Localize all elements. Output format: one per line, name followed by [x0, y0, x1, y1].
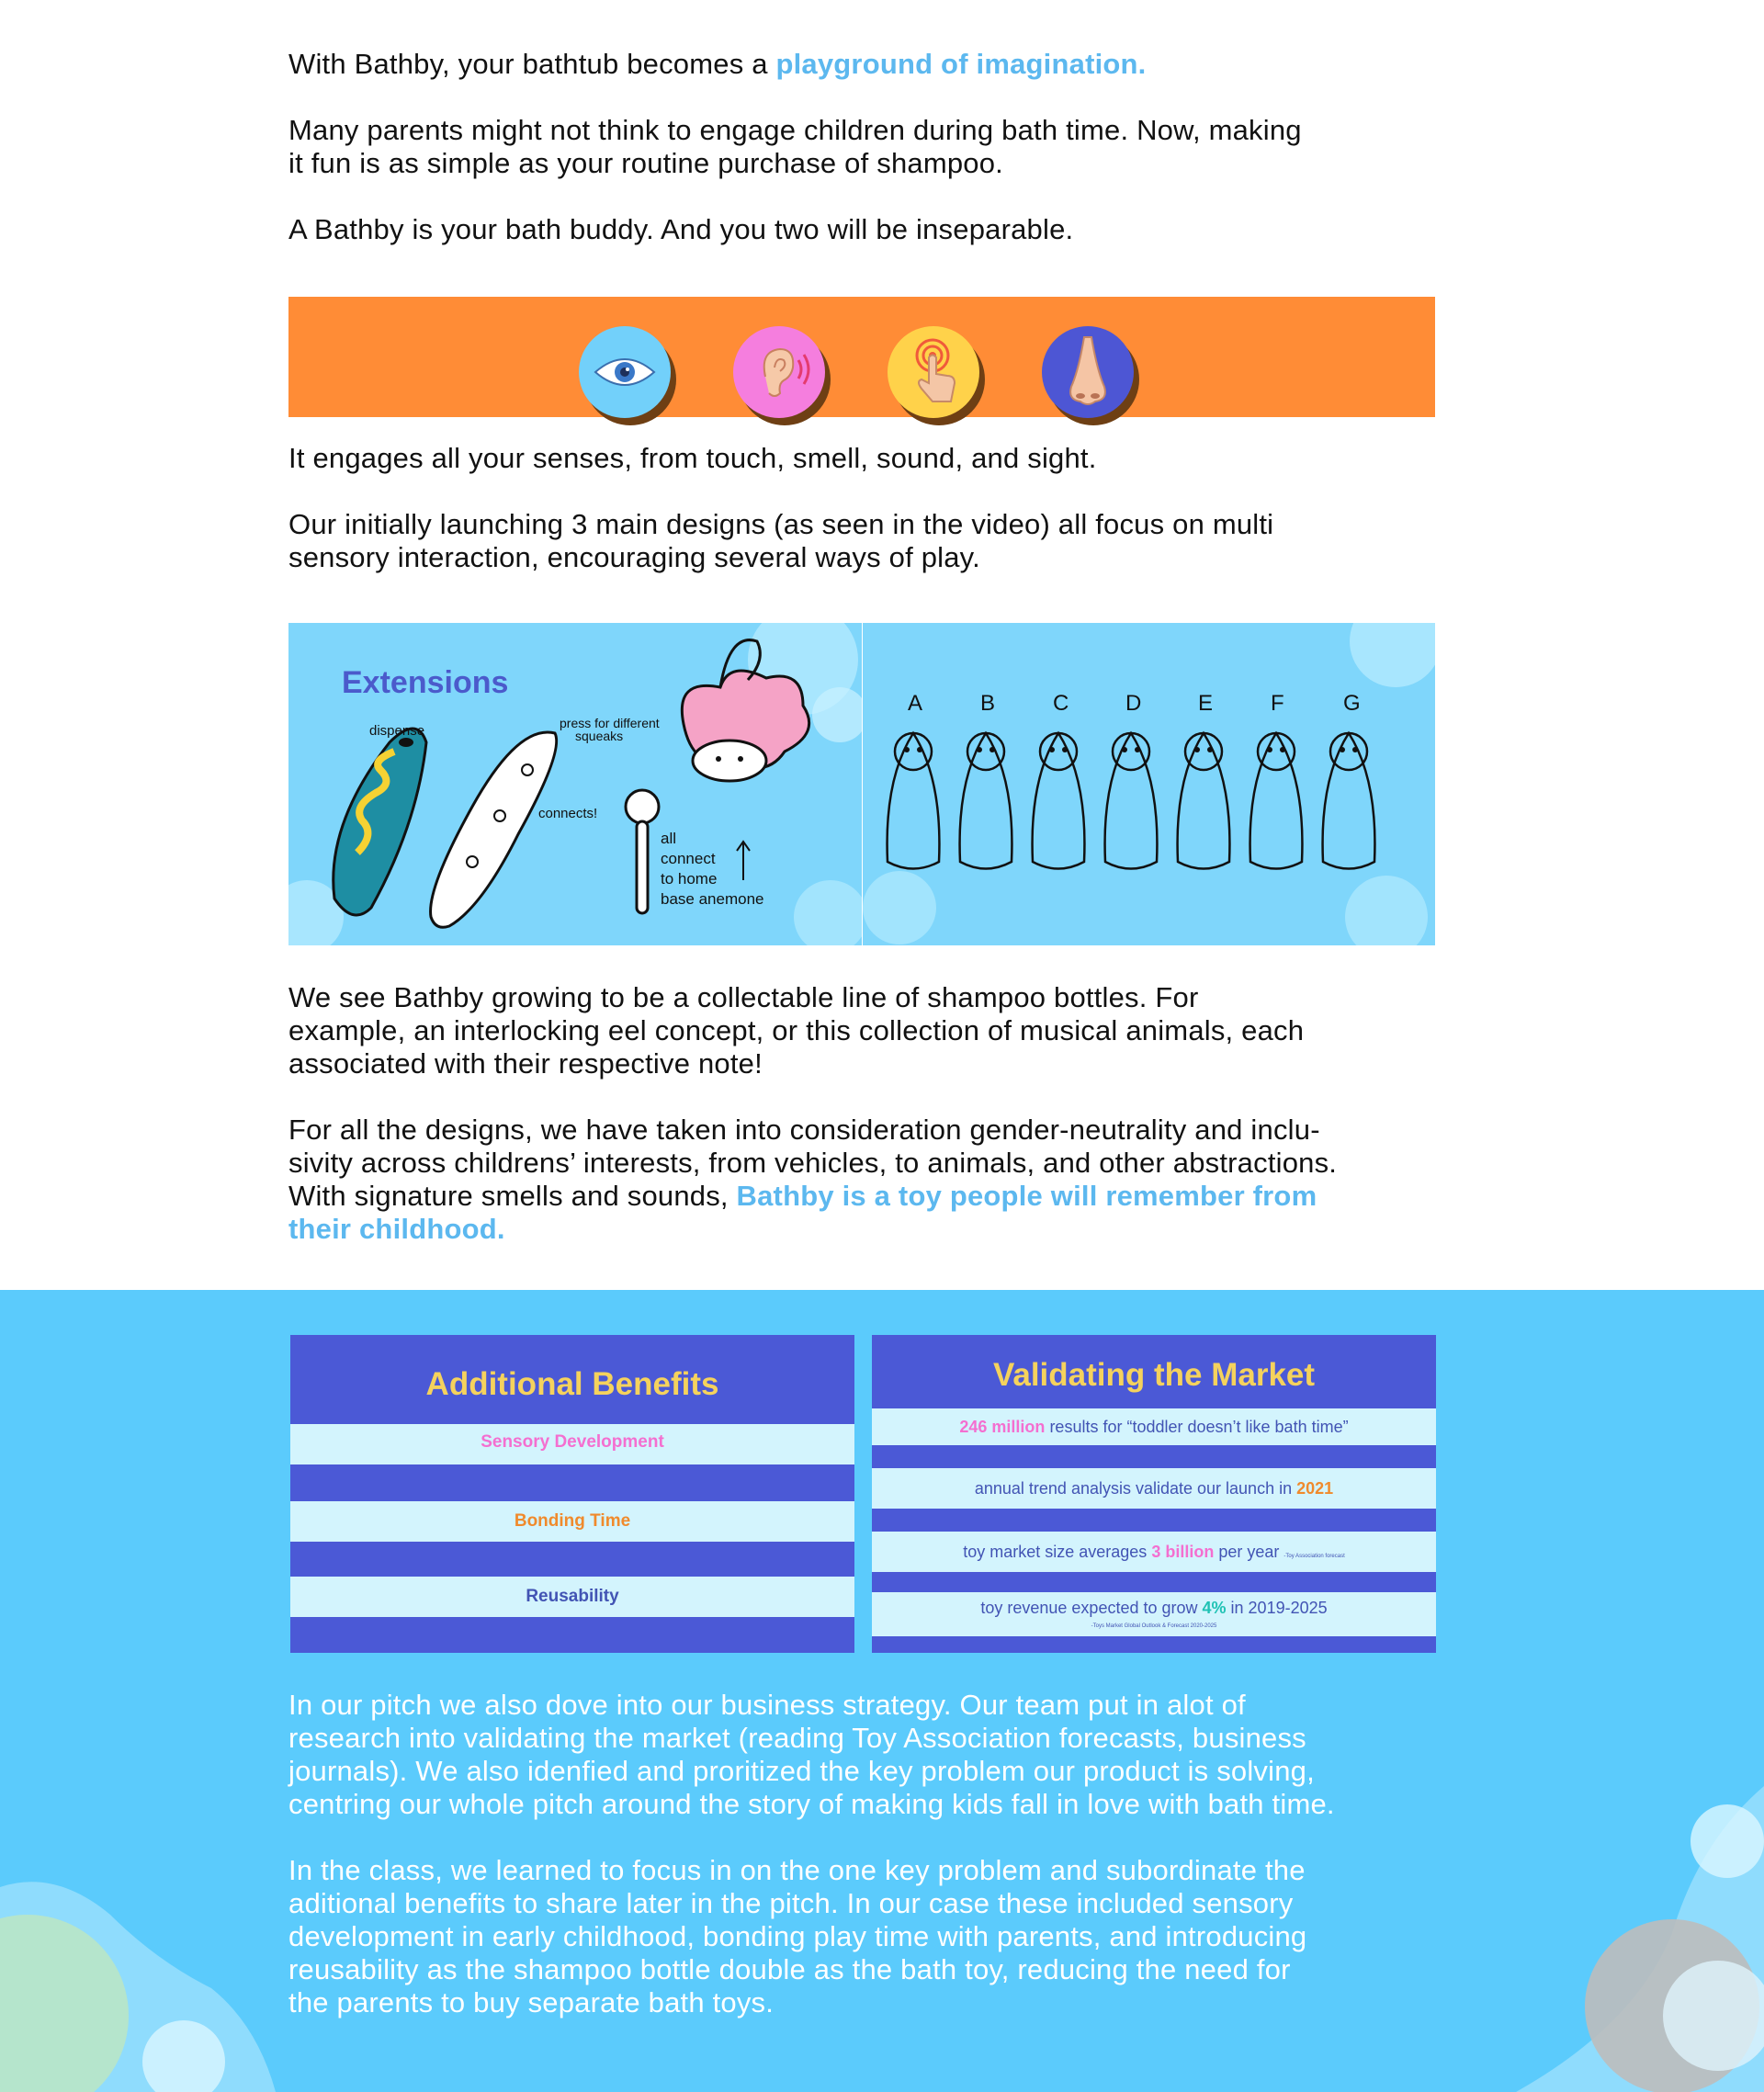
collectable-paragraph-2 [288, 1114, 1435, 1246]
text-line: With signature smells and sounds, [288, 1180, 737, 1212]
animal-head [1258, 733, 1295, 770]
animal-eye [1122, 747, 1127, 752]
animal-head [895, 733, 932, 770]
text-line: example, an interlocking eel concept, or this collection of musical animals, each [288, 1014, 1305, 1046]
animal-eye [1267, 747, 1272, 752]
market-value: 246 million [959, 1418, 1046, 1436]
benefit-sensory: Sensory Development [290, 1424, 854, 1464]
animal-head [967, 733, 1004, 770]
benefit-reusability: Reusability [290, 1577, 854, 1617]
text-line: In our pitch we also dove into our business strategy. Our team put in alot of [288, 1689, 1246, 1721]
label-base: base anemone [661, 890, 764, 908]
text-line: In the class, we learned to focus in on the one key problem and subordinate the [288, 1854, 1306, 1886]
senses-banner [288, 297, 1435, 417]
pitch-paragraph-2 [288, 1854, 1435, 2019]
text-line: Our initially launching 3 main designs (as seen in the video) all focus on multi [288, 508, 1274, 540]
animal-head [1040, 733, 1077, 770]
animal-eye [1049, 747, 1055, 752]
text-line: development in early childhood, bonding play time with parents, and introducing [288, 1920, 1307, 1952]
text-line: research into validating the market (reading Toy Association forecasts, business [288, 1722, 1306, 1754]
animal-eye [1194, 747, 1200, 752]
collectable-highlight: Bathby is a toy people will remember from [736, 1180, 1317, 1212]
market-row-4 [872, 1592, 1436, 1636]
collectable-section [288, 981, 1435, 1246]
animal-letter: G [1343, 691, 1361, 716]
market-value: 4% [1202, 1599, 1227, 1617]
animal-eye [989, 747, 995, 752]
market-row-2 [872, 1468, 1436, 1509]
business-section [0, 1290, 1764, 2092]
text-line: centring our whole pitch around the story of making kids fall in love with bath time. [288, 1788, 1335, 1820]
animal-eye [977, 747, 982, 752]
animal-eye [1135, 747, 1140, 752]
text-line: reusability as the shampoo bottle double as the bath toy, reducing the need for [288, 1953, 1291, 1985]
eye-icon [579, 326, 671, 418]
intro-paragraph-1 [288, 48, 1435, 81]
text-line: We see Bathby growing to be a collectable line of shampoo bottles. For [288, 981, 1199, 1013]
market-text: toy revenue expected to grow [980, 1599, 1203, 1617]
ear-icon [733, 326, 825, 418]
animal-eye [1207, 747, 1213, 752]
label-connects: connects! [538, 806, 598, 821]
collectable-paragraph-1 [288, 981, 1435, 1080]
text-line: aditional benefits to share later in the pitch. In our case these included sensory [288, 1887, 1294, 1919]
label-all: all [661, 830, 677, 847]
animal-head [1330, 733, 1367, 770]
animal-letter: E [1198, 691, 1214, 716]
animal-head [1113, 733, 1149, 770]
text-line: Many parents might not think to engage children during bath time. Now, making [288, 114, 1302, 146]
nose-icon [1042, 326, 1134, 418]
text-line: journals). We also idenfied and proritized the key problem our product is solving, [288, 1755, 1315, 1787]
animal-eye [1352, 747, 1358, 752]
animal-head [1185, 733, 1222, 770]
market-text: in 2019-2025 [1226, 1599, 1328, 1617]
animal-letter: B [980, 691, 996, 716]
market-title: Validating the Market [992, 1357, 1316, 1393]
animal-eye [904, 747, 910, 752]
label-dispense: dispense [369, 723, 425, 739]
text-line: For all the designs, we have taken into consideration gender-neutrality and inclu- [288, 1114, 1320, 1146]
label-connect: connect [661, 850, 716, 867]
text-line: it fun is as simple as your routine purchase of shampoo. [288, 147, 1003, 179]
benefit-bonding: Bonding Time [290, 1501, 854, 1542]
text-line: the parents to buy separate bath toys. [288, 1986, 775, 2018]
intro-highlight: playground of imagination. [775, 48, 1147, 80]
market-slide [872, 1335, 1436, 1653]
animal-letter: C [1053, 691, 1069, 716]
animal-eye [917, 747, 922, 752]
animal-letter: A [908, 691, 923, 716]
senses-text-section [288, 442, 1435, 574]
intro-paragraph-3: A Bathby is your bath buddy. And you two will be inseparable. [288, 213, 1074, 245]
animal-eye [1340, 747, 1345, 752]
label-press-1: press for different [560, 716, 660, 730]
benefits-title: Additional Benefits [425, 1366, 719, 1402]
market-text: results for “toddler doesn’t like bath time” [1045, 1418, 1349, 1436]
animal-letter: D [1125, 691, 1142, 716]
market-value: 2021 [1296, 1479, 1334, 1498]
market-source: -Toy Association forecast [1283, 1554, 1345, 1559]
market-text: annual trend analysis validate our launch in [974, 1479, 1297, 1498]
senses-paragraph-2 [288, 508, 1435, 574]
pitch-paragraph-1 [288, 1689, 1435, 1821]
animal-eye [1062, 747, 1068, 752]
pitch-section [288, 1689, 1435, 2019]
senses-paragraph-1: It engages all your senses, from touch, smell, sound, and sight. [288, 442, 1097, 474]
market-value: 3 billion [1151, 1543, 1215, 1561]
market-text: toy market size averages [963, 1543, 1152, 1561]
intro-section [288, 48, 1435, 246]
intro-paragraph-2 [288, 114, 1435, 180]
market-text: per year [1214, 1543, 1280, 1561]
collectable-highlight: their childhood. [288, 1213, 505, 1245]
text-line: sivity across childrens’ interests, from vehicles, to animals, and other abstractions. [288, 1147, 1338, 1179]
intro-text: With Bathby, your bathtub becomes a [288, 48, 776, 80]
market-source: -Toys Market Global Outlook & Forecast 2020-2025 [1091, 1623, 1217, 1629]
market-row-3 [872, 1532, 1436, 1572]
text-line: associated with their respective note! [288, 1047, 763, 1080]
market-row-1 [872, 1408, 1436, 1445]
text-line: sensory interaction, encouraging several ways of play. [288, 541, 980, 573]
benefits-slide [290, 1335, 854, 1653]
animal-letter: F [1271, 691, 1284, 716]
label-press-2: squeaks [575, 729, 624, 743]
extensions-illustration [288, 623, 862, 945]
animal-eye [1280, 747, 1285, 752]
touch-icon [888, 326, 979, 418]
musical-animals-illustration [863, 623, 1435, 945]
label-to-home: to home [661, 870, 718, 888]
extensions-title: Extensions [342, 665, 509, 700]
